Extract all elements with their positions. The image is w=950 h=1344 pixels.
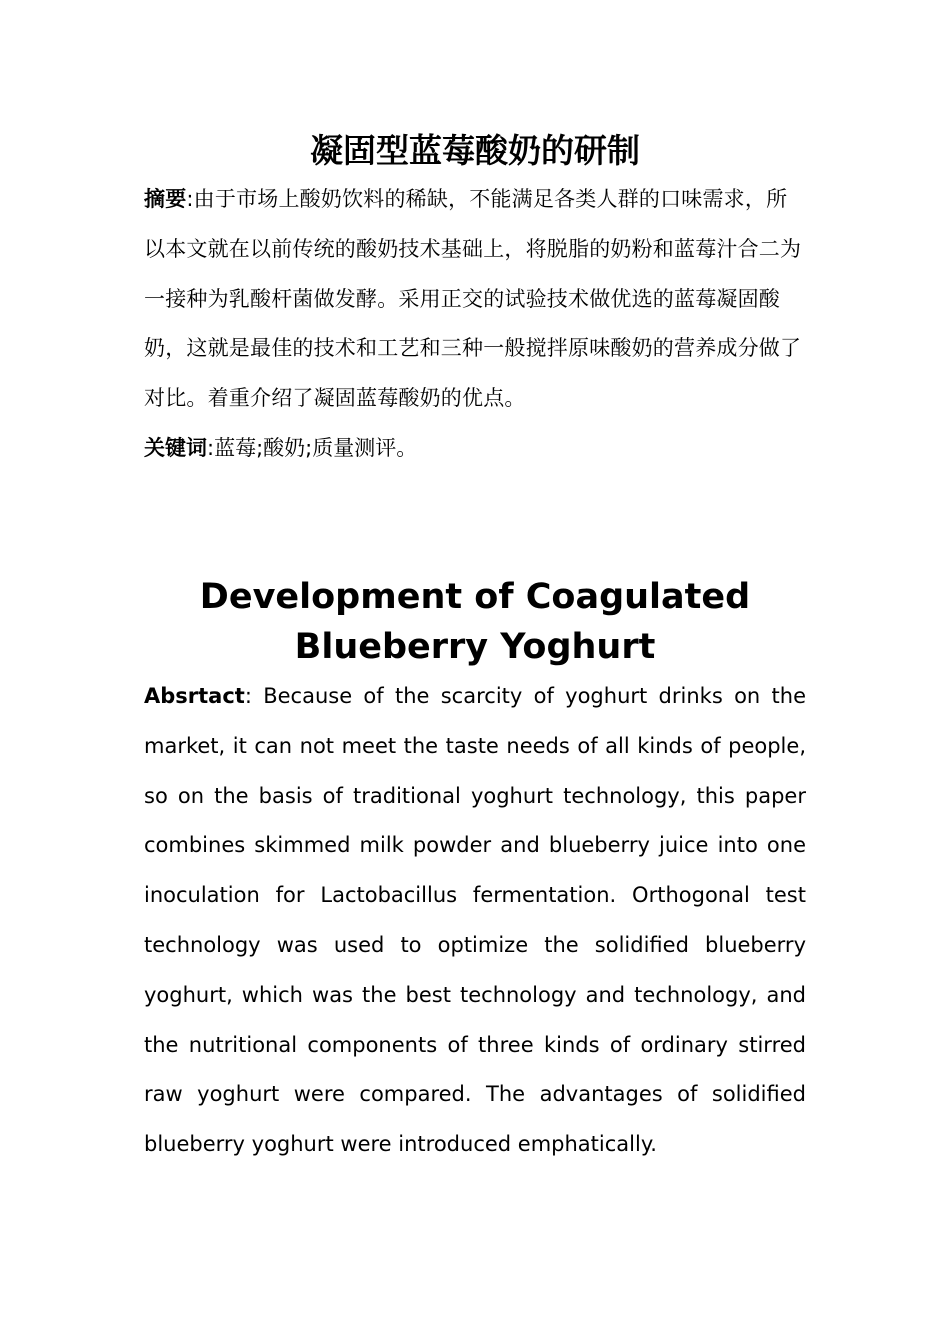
chinese-abstract-label: 摘要	[144, 187, 187, 211]
chinese-abstract	[144, 175, 806, 424]
chinese-title: 凝固型蓝莓酸奶的研制	[310, 131, 640, 170]
chinese-keywords	[144, 424, 806, 474]
chinese-keywords-text: :蓝莓;酸奶;质量测评。	[207, 436, 418, 460]
english-abstract-text: : Because of the scarcity of yoghurt drinks on the market, it can not meet the taste needs of all kinds of people, so on the basis of traditional yoghurt technology, this paper combines skimmed milk powder and blueberry juice into one inoculation for Lactobacillus fermentation. Orthogonal test technology was used to optimize the solidified blueberry yoghurt, which was the best technology and technology, and the nutritional components of three kinds of ordinary stirred raw yoghurt were compared. The advantages of solidified blueberry yoghurt were introduced emphatically.	[144, 684, 806, 1157]
chinese-keywords-label: 关键词	[144, 436, 207, 460]
english-title: Development of Coagulated Blueberry Yoghurt	[199, 577, 751, 667]
english-abstract-label: Absrtact	[144, 684, 245, 708]
chinese-abstract-text: :由于市场上酸奶饮料的稀缺，不能满足各类人群的口味需求，所以本文就在以前传统的酸奶技术基础上，将脱脂的奶粉和蓝莓汁合二为一接种为乳酸杆菌做发酵。采用正交的试验技术做优选的蓝莓凝固酸奶，这就是最佳的技术和工艺和三种一般搅拌原味酸奶的营养成分做了对比。着重介绍了凝固蓝莓酸奶的优点。	[144, 187, 802, 411]
english-abstract	[144, 672, 806, 1170]
